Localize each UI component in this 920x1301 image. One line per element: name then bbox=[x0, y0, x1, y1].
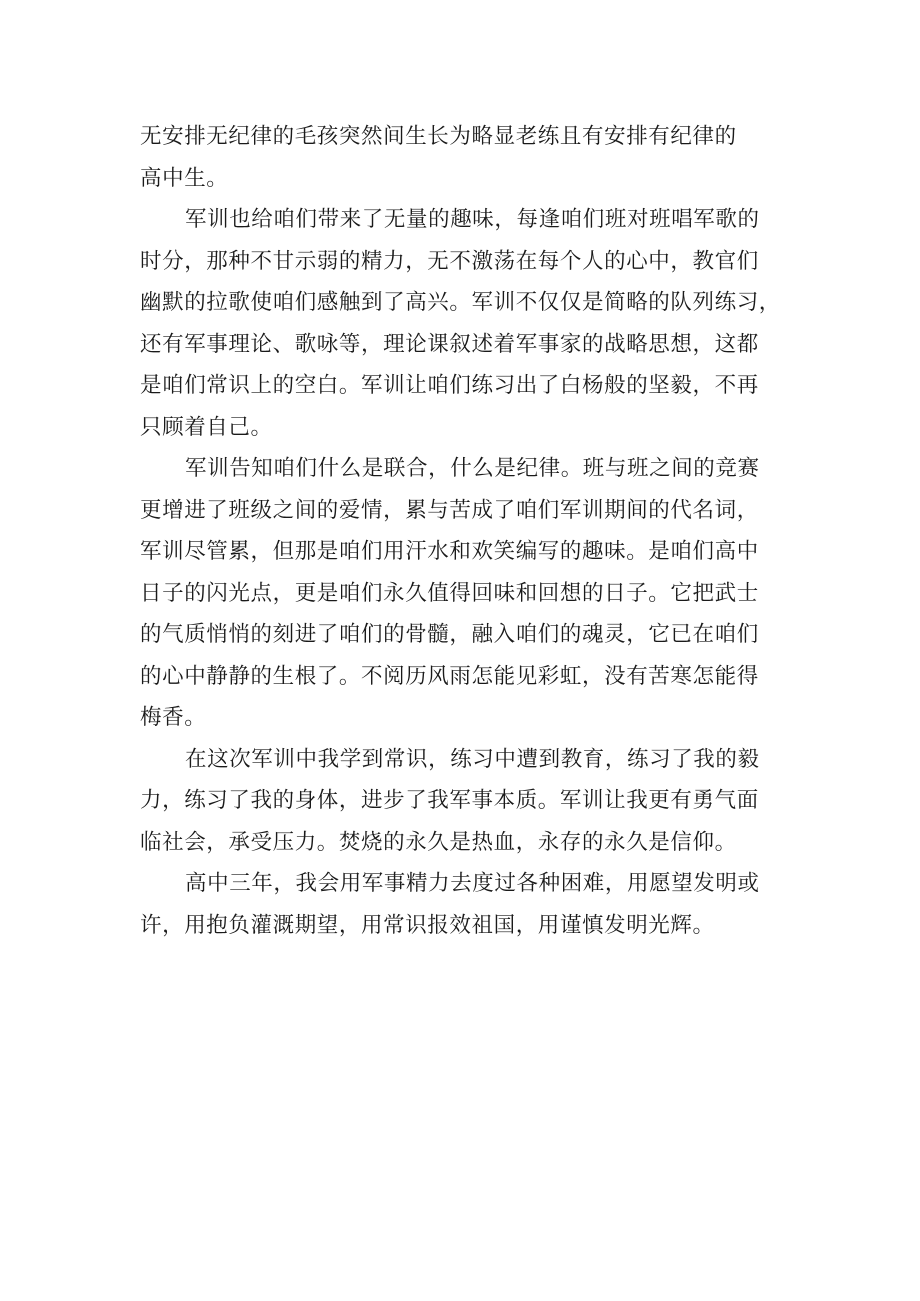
text-line: 高中生。 bbox=[140, 165, 229, 191]
text-line: 只顾着自己。 bbox=[140, 414, 273, 440]
text-line: 日子的闪光点，更是咱们永久值得回味和回想的日子。它把武士 bbox=[140, 580, 759, 606]
text-line: 无安排无纪律的毛孩突然间生长为略显老练且有安排有纪律的 bbox=[140, 124, 737, 149]
text-line: 更增进了班级之间的爱情，累与苦成了咱们军训期间的代名词， bbox=[140, 497, 759, 523]
text-line: 梅香。 bbox=[140, 705, 207, 730]
essay-body bbox=[140, 116, 790, 946]
paragraph-first-line: 在这次军训中我学到常识，练习中遭到教育，练习了我的毅 bbox=[185, 746, 760, 772]
text-line: 时分，那种不甘示弱的精力，无不激荡在每个人的心中，教官们 bbox=[140, 248, 759, 274]
text-line: 力，练习了我的身体，进步了我军事本质。军训让我更有勇气面 bbox=[140, 788, 759, 813]
paragraph-first-line: 军训告知咱们什么是联合，什么是纪律。班与班之间的竞赛 bbox=[185, 456, 760, 481]
text-line: 是咱们常识上的空白。军训让咱们练习出了白杨般的坚毅，不再 bbox=[140, 373, 759, 398]
text-line: 的气质悄悄的刻进了咱们的骨髓，融入咱们的魂灵，它已在咱们 bbox=[140, 622, 759, 647]
text-line: 军训尽管累，但那是咱们用汗水和欢笑编写的趣味。是咱们高中 bbox=[140, 539, 759, 564]
text-line: 临社会，承受压力。焚烧的永久是热血，永存的永久是信仰。 bbox=[140, 829, 737, 855]
text-line: 的心中静静的生根了。不阅历风雨怎能见彩虹，没有苦寒怎能得 bbox=[140, 663, 759, 689]
text-line: 幽默的拉歌使咱们感触到了高兴。军训不仅仅是简略的队列练习， bbox=[140, 290, 781, 315]
paragraph-first-line: 高中三年，我会用军事精力去度过各种困难，用愿望发明或 bbox=[185, 871, 760, 896]
paragraph-first-line: 军训也给咱们带来了无量的趣味，每逢咱们班对班唱军歌的 bbox=[185, 207, 760, 232]
text-line: 许，用抱负灌溉期望，用常识报效祖国，用谨慎发明光辉。 bbox=[140, 912, 715, 938]
text-line: 还有军事理论、歌咏等，理论课叙述着军事家的战略思想，这都 bbox=[140, 331, 759, 357]
